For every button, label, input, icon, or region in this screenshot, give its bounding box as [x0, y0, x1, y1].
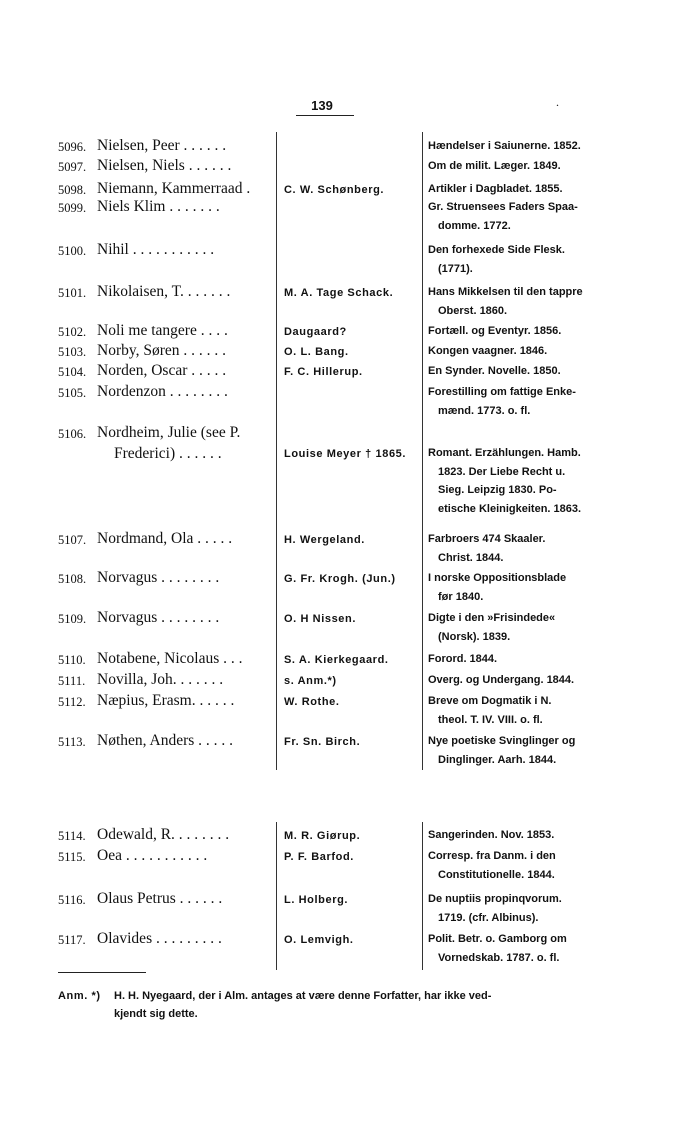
- page-number: 139: [311, 98, 333, 113]
- entry-number: 5110.: [58, 653, 86, 667]
- entry-author: Louise Meyer † 1865.: [284, 448, 407, 460]
- entry-work: [428, 530, 598, 567]
- entry-work: [428, 362, 598, 381]
- entry-pseudonym-cont: Frederici) . . . . . .: [114, 445, 222, 462]
- entry-work-line: Breve om Dogmatik i N.: [428, 695, 552, 707]
- entry-work-line: Artikler i Dagbladet. 1855.: [428, 183, 563, 195]
- entry-number: 5117.: [58, 933, 86, 947]
- entry-author: G. Fr. Krogh. (Jun.): [284, 573, 396, 585]
- entry-number: 5101.: [58, 286, 87, 300]
- entry-work: [428, 137, 598, 156]
- column-rule-right-bottom: [422, 822, 423, 970]
- entry-pseudonym: Nøthen, Anders . . . . .: [97, 732, 234, 749]
- entry-work: [428, 650, 598, 669]
- column-rule-left-top: [276, 132, 277, 770]
- entry-number: 5099.: [58, 201, 87, 215]
- page-number-rule: [296, 115, 354, 116]
- entry-work-line: Nye poetiske Svinglinger og: [428, 735, 576, 747]
- entry-pseudonym: Norby, Søren . . . . . .: [97, 342, 227, 359]
- entry-number: 5103.: [58, 345, 87, 359]
- entry-work-line: Digte i den »Frisindede«: [428, 612, 556, 624]
- entry-work: [428, 609, 598, 646]
- entry-author: P. F. Barfod.: [284, 851, 354, 863]
- entry-author: W. Rothe.: [284, 696, 340, 708]
- entry-work-line: etische Kleinigkeiten. 1863.: [438, 502, 582, 515]
- entry-number: 5104.: [58, 365, 87, 379]
- entry-work: [428, 180, 598, 199]
- entry-work: [428, 157, 598, 176]
- entry-work-line: Vornedskab. 1787. o. fl.: [438, 951, 560, 964]
- entry-work-line: Christ. 1844.: [438, 551, 504, 564]
- entry-author: C. W. Schønberg.: [284, 184, 385, 196]
- entry-author: M. A. Tage Schack.: [284, 287, 394, 299]
- entry-work-line: 1719. (cfr. Albinus).: [438, 911, 539, 924]
- entry-pseudonym: Oea . . . . . . . . . . .: [97, 847, 208, 864]
- entry-number: 5102.: [58, 325, 87, 339]
- entry-author: M. R. Giørup.: [284, 830, 361, 842]
- entry-pseudonym: Niemann, Kammerraad .: [97, 180, 251, 197]
- entry-number: 5107.: [58, 533, 87, 547]
- entry-work-line: før 1840.: [438, 590, 484, 603]
- entry-author: O. Lemvigh.: [284, 934, 354, 946]
- entry-work: [428, 322, 598, 341]
- footnote-text: H. H. Nyegaard, der i Alm. antages at være denne Forfatter, har ikke ved- kjendt sig dette.: [114, 990, 492, 1020]
- entry-work: [428, 569, 598, 606]
- entry-number: 5105.: [58, 386, 87, 400]
- entry-pseudonym: Nielsen, Niels . . . . . .: [97, 157, 232, 174]
- entry-work-line: Constitutionelle. 1844.: [438, 868, 555, 881]
- entry-pseudonym: Noli me tangere . . . .: [97, 322, 228, 339]
- entry-work: [428, 890, 598, 927]
- entry-author: L. Holberg.: [284, 894, 349, 906]
- entry-pseudonym: Norvagus . . . . . . . .: [97, 609, 220, 626]
- entry-pseudonym: Nordheim, Julie (see P.: [97, 424, 241, 441]
- entry-number: 5109.: [58, 612, 87, 626]
- entry-work-line: Corresp. fra Danm. i den: [428, 850, 556, 862]
- entry-author: Fr. Sn. Birch.: [284, 736, 361, 748]
- entry-pseudonym: Notabene, Nicolaus . . .: [97, 650, 243, 667]
- entry-work-line: Oberst. 1860.: [438, 304, 508, 317]
- entry-number: 5108.: [58, 572, 87, 586]
- entry-work-line: Om de milit. Læger. 1849.: [428, 160, 561, 172]
- entry-work: [428, 283, 598, 320]
- entry-work-line: Farbroers 474 Skaaler.: [428, 533, 546, 545]
- entry-pseudonym: Olavides . . . . . . . . .: [97, 930, 222, 947]
- entry-author: O. H Nissen.: [284, 613, 356, 625]
- entry-work-line: I norske Oppositionsblade: [428, 572, 567, 584]
- entry-work: [428, 732, 598, 769]
- entry-pseudonym: Niels Klim . . . . . . .: [97, 198, 220, 215]
- entry-pseudonym: Odewald, R. . . . . . . .: [97, 826, 230, 843]
- entry-pseudonym: Nielsen, Peer . . . . . .: [97, 137, 227, 154]
- entry-pseudonym: Olaus Petrus . . . . . .: [97, 890, 223, 907]
- entry-pseudonym: Novilla, Joh. . . . . . .: [97, 671, 224, 688]
- entry-author: O. L. Bang.: [284, 346, 349, 358]
- entry-pseudonym: Nihil . . . . . . . . . . .: [97, 241, 215, 258]
- entry-work-line: Hans Mikkelsen til den tappre: [428, 286, 583, 298]
- entry-work-line: De nuptiis propinqvorum.: [428, 893, 562, 905]
- entry-number: 5098.: [58, 183, 87, 197]
- entry-work: [428, 198, 598, 235]
- entry-work: [428, 241, 598, 278]
- entry-work-line: En Synder. Novelle. 1850.: [428, 365, 561, 377]
- column-rule-right-top: [422, 132, 423, 770]
- entry-number: 5114.: [58, 829, 86, 843]
- entry-work-line: (1771).: [438, 262, 473, 275]
- entry-work-line: Gr. Struensees Faders Spaa-: [428, 201, 578, 213]
- entry-work: [428, 342, 598, 361]
- entry-number: 5096.: [58, 140, 87, 154]
- entry-work-line: domme. 1772.: [438, 219, 511, 232]
- entry-author: Daugaard?: [284, 326, 347, 338]
- entry-work: [428, 383, 598, 420]
- footnote-rule: [58, 972, 146, 973]
- entry-work: [428, 444, 598, 518]
- footnote: [58, 987, 598, 1020]
- entry-author: F. C. Hillerup.: [284, 366, 363, 378]
- entry-work-line: Sangerinden. Nov. 1853.: [428, 829, 555, 841]
- entry-work-line: Forord. 1844.: [428, 653, 498, 665]
- column-rule-left-bottom: [276, 822, 277, 970]
- entry-work-line: theol. T. IV. VIII. o. fl.: [438, 713, 543, 726]
- entry-work-line: 1823. Der Liebe Recht u.: [438, 465, 566, 478]
- entry-work: [428, 671, 598, 690]
- entry-work: [428, 692, 598, 729]
- entry-work: [428, 826, 598, 845]
- entry-number: 5112.: [58, 695, 86, 709]
- entry-pseudonym: Nordmand, Ola . . . . .: [97, 530, 233, 547]
- entry-number: 5106.: [58, 427, 87, 441]
- entry-pseudonym: Nordenzon . . . . . . . .: [97, 383, 228, 400]
- entry-work: [428, 930, 598, 967]
- entry-work-line: Overg. og Undergang. 1844.: [428, 674, 575, 686]
- entry-work-line: mænd. 1773. o. fl.: [438, 404, 531, 417]
- entry-number: 5100.: [58, 244, 87, 258]
- entry-number: 5116.: [58, 893, 86, 907]
- entry-author: s. Anm.*): [284, 675, 337, 687]
- entry-work-line: Dinglinger. Aarh. 1844.: [438, 753, 557, 766]
- entry-pseudonym: Norvagus . . . . . . . .: [97, 569, 220, 586]
- entry-work-line: Fortæll. og Eventyr. 1856.: [428, 325, 562, 337]
- entry-work-line: Romant. Erzählungen. Hamb.: [428, 447, 581, 459]
- entry-number: 5115.: [58, 850, 86, 864]
- entry-number: 5097.: [58, 160, 87, 174]
- entry-number: 5111.: [58, 674, 86, 688]
- entry-pseudonym: Nikolaisen, T. . . . . . .: [97, 283, 231, 300]
- entry-number: 5113.: [58, 735, 86, 749]
- entry-work-line: (Norsk). 1839.: [438, 630, 511, 643]
- entry-work: [428, 847, 598, 884]
- footnote-label: Anm. *): [58, 990, 101, 1002]
- entry-work-line: Den forhexede Side Flesk.: [428, 244, 565, 256]
- entry-work-line: Kongen vaagner. 1846.: [428, 345, 548, 357]
- entry-pseudonym: Næpius, Erasm. . . . . .: [97, 692, 235, 709]
- speck: .: [556, 95, 559, 109]
- entry-author: S. A. Kierkegaard.: [284, 654, 389, 666]
- entry-author: H. Wergeland.: [284, 534, 365, 546]
- entry-work-line: Sieg. Leipzig 1830. Po-: [438, 484, 557, 496]
- entry-pseudonym: Norden, Oscar . . . . .: [97, 362, 227, 379]
- entry-work-line: Polit. Betr. o. Gamborg om: [428, 933, 567, 945]
- entry-work-line: Hændelser i Saiunerne. 1852.: [428, 140, 581, 152]
- entry-work-line: Forestilling om fattige Enke-: [428, 386, 576, 398]
